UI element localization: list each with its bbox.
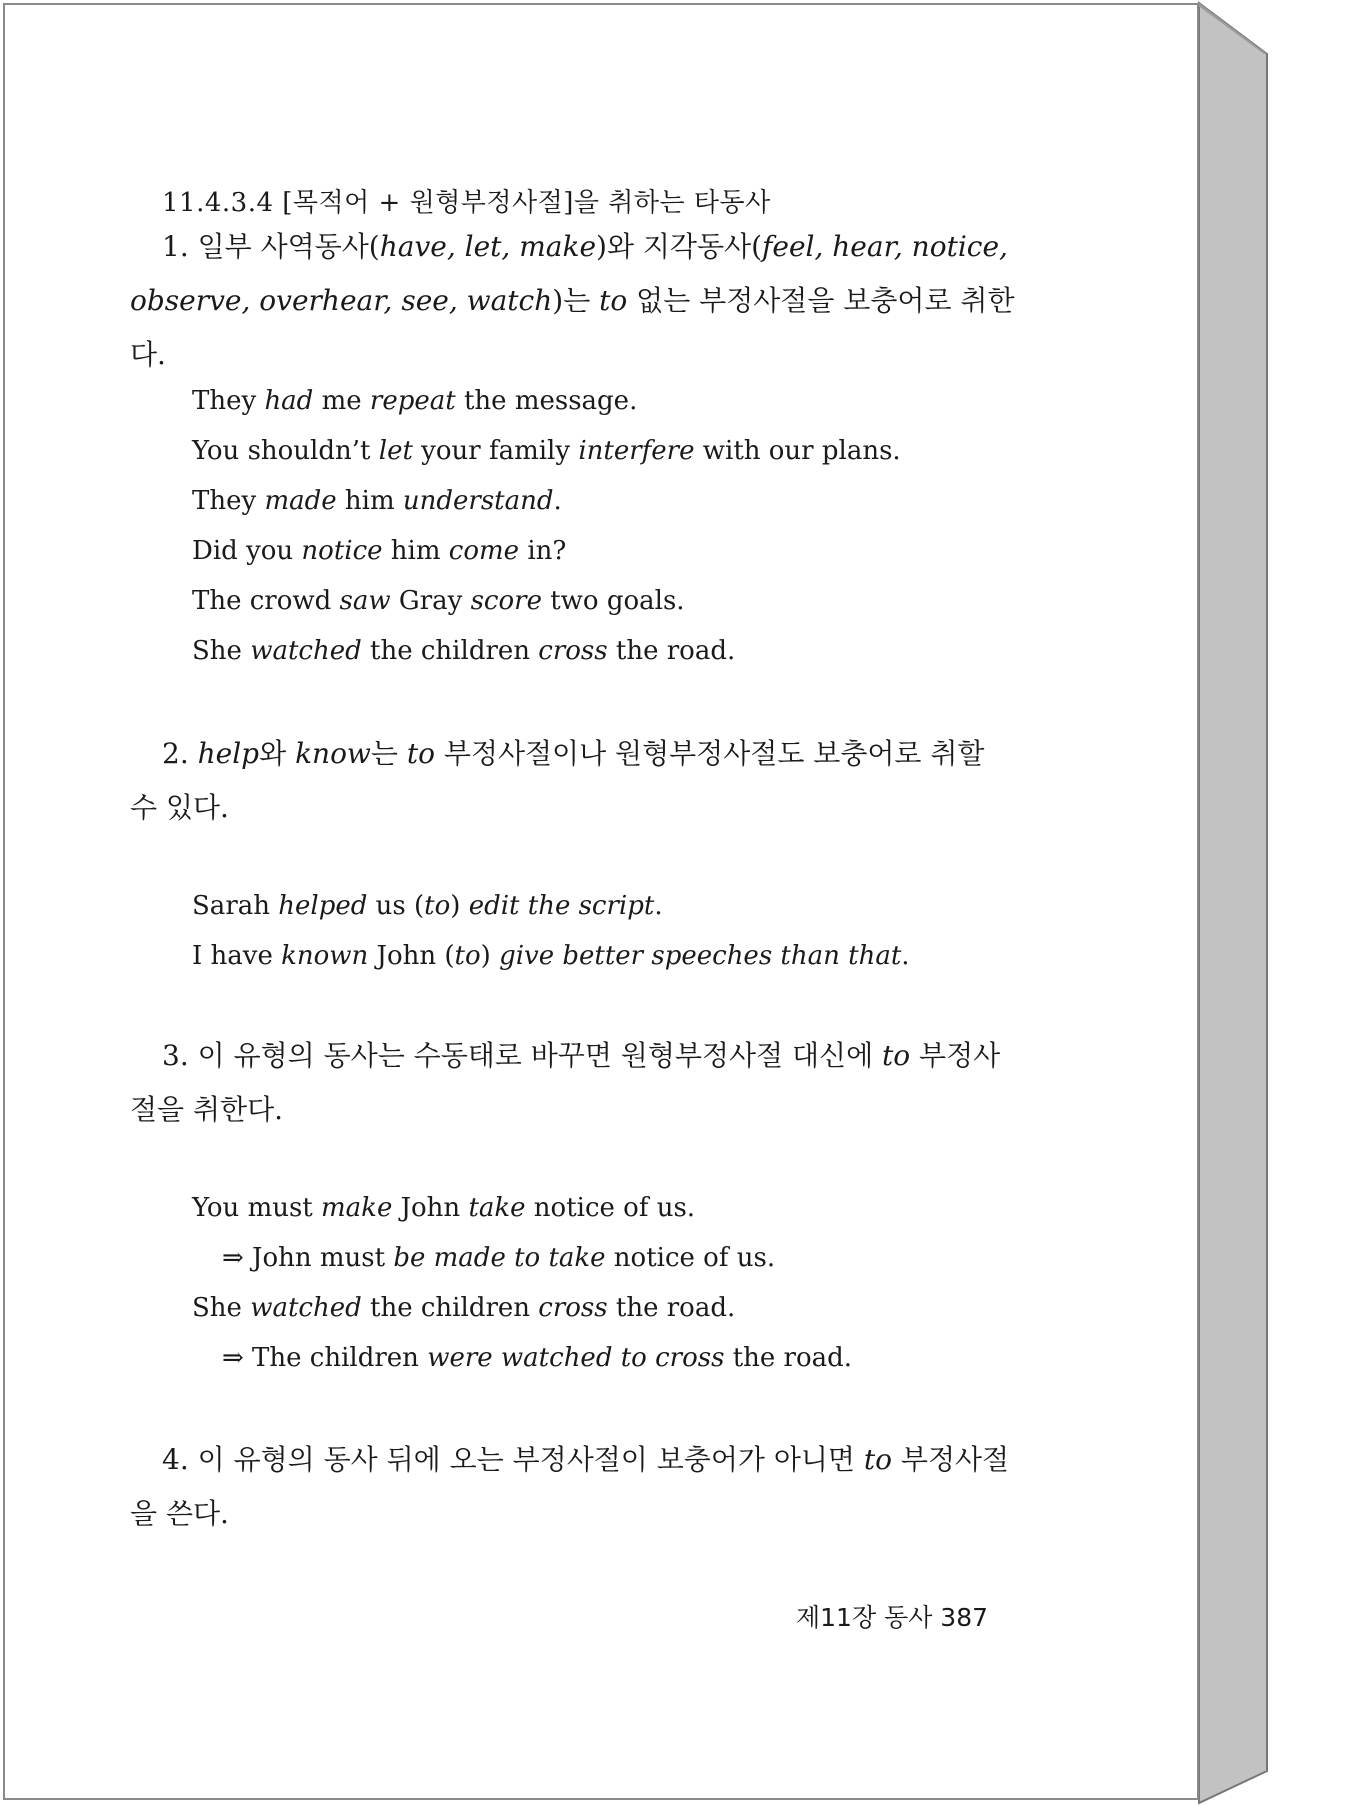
examples-1: [192, 376, 901, 676]
italic-text: let: [378, 436, 413, 466]
rule-2: [130, 727, 1020, 835]
text-run: They: [192, 386, 265, 416]
text-run: )와 지각동사(: [596, 230, 763, 263]
rule-1: [130, 220, 1020, 382]
text-run: 1. 일부 사역동사(: [162, 230, 380, 263]
italic-text: saw: [339, 586, 391, 616]
text-run: 부정사절을 쓴다.: [130, 1443, 1010, 1530]
example-sentence: [192, 1283, 852, 1333]
italic-text: watched: [250, 636, 362, 666]
italic-text: feel, hear, notice, observe, overhear, see, watch: [130, 230, 1008, 317]
italic-text: cross: [538, 636, 608, 666]
text-run: .: [654, 891, 663, 921]
text-run: us (: [367, 891, 425, 921]
text-run: 와: [259, 737, 296, 770]
page-footer: 제11장 동사 387: [796, 1603, 989, 1632]
text-run: 부정사절을 취한다.: [130, 1039, 1001, 1126]
text-run: the children: [361, 636, 539, 666]
text-run: with our plans.: [694, 436, 901, 466]
text-run: two goals.: [541, 586, 685, 616]
example-sentence: [192, 476, 901, 526]
text-run: Gray: [390, 586, 471, 616]
text-run: the children: [361, 1293, 539, 1323]
text-run: They: [192, 486, 265, 516]
text-run: in?: [519, 536, 567, 566]
example-sentence: [192, 931, 910, 981]
text-run: You shouldn’t: [192, 436, 379, 466]
text-run: your family: [412, 436, 579, 466]
italic-text: make: [321, 1193, 393, 1223]
text-run: )는: [552, 284, 600, 317]
text-run: 2.: [162, 737, 198, 770]
example-sentence: [192, 376, 901, 426]
italic-text: interfere: [578, 436, 695, 466]
italic-text: to: [454, 941, 481, 971]
text-run: She: [192, 636, 251, 666]
text-run: 4. 이 유형의 동사 뒤에 오는 부정사절이 보충어가 아니면: [162, 1443, 864, 1476]
italic-text: made: [264, 486, 337, 516]
example-sentence: [192, 881, 910, 931]
italic-text: to: [882, 1039, 911, 1072]
text-run: the road.: [607, 636, 736, 666]
text-run: .: [553, 486, 562, 516]
example-sentence: [192, 576, 901, 626]
text-run: 3. 이 유형의 동사는 수동태로 바꾸면 원형부정사절 대신에: [162, 1039, 883, 1072]
section-heading: 11.4.3.4 [목적어 + 원형부정사절]을 취하는 타동사: [162, 188, 771, 218]
example-sentence: [192, 1233, 852, 1283]
italic-text: have, let, make: [379, 230, 597, 263]
italic-text: cross: [538, 1293, 608, 1323]
text-run: John (: [368, 941, 455, 971]
italic-text: watched: [250, 1293, 362, 1323]
text-run: me: [313, 386, 370, 416]
example-sentence: [192, 626, 901, 676]
italic-text: to: [863, 1443, 892, 1476]
examples-2: [192, 881, 910, 981]
rule-4: [130, 1433, 1020, 1541]
text-run: Did you: [192, 536, 302, 566]
example-sentence: [192, 526, 901, 576]
text-run: 없는 부정사절을 보충어로 취한다.: [130, 284, 1015, 371]
italic-text: to: [599, 284, 628, 317]
text-run: 부정사절이나 원형부정사절도 보충어로 취할 수 있다.: [130, 737, 985, 824]
text-run: notice of us.: [605, 1243, 776, 1273]
text-run: the road.: [724, 1343, 853, 1373]
example-sentence: [192, 1333, 852, 1383]
text-run: him: [336, 486, 403, 516]
example-sentence: [192, 1183, 852, 1233]
italic-text: score: [470, 586, 542, 616]
italic-text: to: [406, 737, 435, 770]
text-run: ): [450, 891, 469, 921]
italic-text: repeat: [369, 386, 456, 416]
italic-text: know: [295, 737, 371, 770]
italic-text: notice: [301, 536, 383, 566]
text-run: the road.: [607, 1293, 736, 1323]
text-run: John: [392, 1193, 469, 1223]
italic-text: to: [424, 891, 451, 921]
italic-text: help: [197, 737, 260, 770]
text-run: The crowd: [192, 586, 340, 616]
italic-text: understand: [402, 486, 554, 516]
text-run: .: [901, 941, 910, 971]
text-run: You must: [192, 1193, 322, 1223]
italic-text: give better speeches than that: [499, 941, 902, 971]
text-run: the message.: [455, 386, 638, 416]
text-run: I have: [192, 941, 282, 971]
text-run: ): [480, 941, 500, 971]
text-run: notice of us.: [525, 1193, 696, 1223]
example-sentence: [192, 426, 901, 476]
examples-3: [192, 1183, 852, 1383]
text-run: She: [192, 1293, 251, 1323]
italic-text: were watched to cross: [427, 1343, 725, 1373]
text-run: ⇒ John must: [222, 1243, 394, 1273]
rule-3: [130, 1029, 1020, 1137]
text-run: ⇒ The children: [222, 1343, 428, 1373]
text-run: Sarah: [192, 891, 279, 921]
italic-text: had: [264, 386, 314, 416]
italic-text: be made to take: [393, 1243, 606, 1273]
italic-text: known: [281, 941, 369, 971]
italic-text: helped: [278, 891, 368, 921]
text-run: 는: [370, 737, 407, 770]
italic-text: edit the script: [468, 891, 655, 921]
italic-text: come: [448, 536, 520, 566]
italic-text: take: [468, 1193, 526, 1223]
text-run: him: [382, 536, 449, 566]
